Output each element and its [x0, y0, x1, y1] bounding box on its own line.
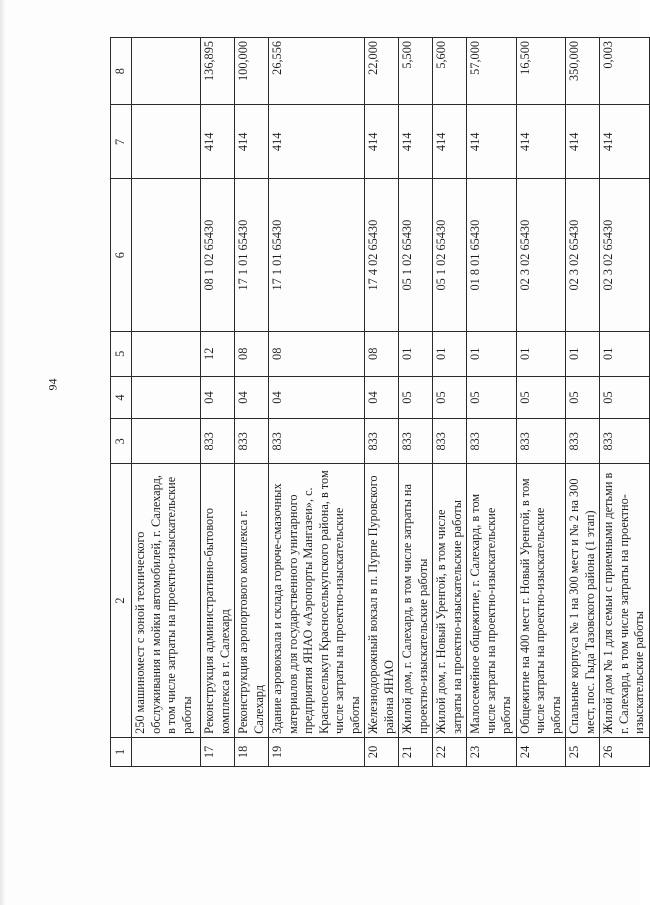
table-cell: 414 [365, 105, 399, 179]
table-cell: 5,500 [399, 38, 433, 105]
table-cell: 414 [433, 105, 467, 179]
table-cell [132, 179, 201, 332]
table-cell: 17 [201, 737, 235, 766]
table-cell: 05 [399, 376, 433, 419]
table-cell: 04 [365, 376, 399, 419]
table-cell: 833 [566, 419, 600, 464]
table-cell: 01 8 01 65430 [467, 179, 517, 332]
table-row [600, 38, 650, 767]
table-cell: 05 [433, 376, 467, 419]
table-cell: 833 [600, 419, 650, 464]
table-cell: 05 [566, 376, 600, 419]
table-cell: Жилой дом № 1 для семьи с приемными детьми в г. Салехард, в том числе затраты на проектно-изыскательские работы [600, 464, 650, 738]
table-cell: 05 [516, 376, 566, 419]
table-cell [132, 331, 201, 376]
table-row [467, 38, 517, 767]
table-cell: 5,600 [433, 38, 467, 105]
table-cell: 12 [201, 331, 235, 376]
table-cell: Железнодорожный вокзал в п. Пурпе Пуровского района ЯНАО [365, 464, 399, 738]
table-cell: 01 [566, 331, 600, 376]
table-cell [132, 419, 201, 464]
table-cell: 833 [399, 419, 433, 464]
header-cell: 2 [111, 464, 132, 738]
table-cell [132, 105, 201, 179]
table-cell: Жилой дом, г. Новый Уренгой, в том числе затраты на проектно-изыскательские работы [433, 464, 467, 738]
table-cell: 414 [600, 105, 650, 179]
table-cell: 18 [235, 737, 269, 766]
table-cell: 250 машиномест с зоной технического обслуживания и мойки автомобилей, г. Салехард, в том числе затраты на проектно-изыскательские работы [132, 464, 201, 738]
table-cell: 17 1 01 65430 [235, 179, 269, 332]
table-cell: 20 [365, 737, 399, 766]
header-cell: 8 [111, 38, 132, 105]
table-cell: 136,895 [201, 38, 235, 105]
table-cell: 57,000 [467, 38, 517, 105]
table-cell: 24 [516, 737, 566, 766]
table-cell: 04 [201, 376, 235, 419]
table-cell: Здание аэровокзала и склада горюче-смазочных материалов для государственного унитарного предприятия ЯНАО «Аэропорты Мангазеи», с. Красноселькуп Красноселькупского района, в том числе затраты на проектно-изыскательские работы [269, 464, 365, 738]
table-cell: 414 [235, 105, 269, 179]
table-cell: 01 [433, 331, 467, 376]
table-cell: 833 [467, 419, 517, 464]
table-cell: 08 [235, 331, 269, 376]
table-cell: 414 [399, 105, 433, 179]
page-number: 94 [45, 378, 60, 391]
table-cell: 08 1 02 65430 [201, 179, 235, 332]
table-cell: 08 [365, 331, 399, 376]
table-cell [132, 376, 201, 419]
header-cell: 3 [111, 419, 132, 464]
table-cell: 23 [467, 737, 517, 766]
header-cell: 5 [111, 331, 132, 376]
table-cell [132, 38, 201, 105]
table-cell: 05 1 02 65430 [433, 179, 467, 332]
table-cell: 04 [235, 376, 269, 419]
table-cell: 25 [566, 737, 600, 766]
header-cell: 1 [111, 737, 132, 766]
table-cell: 350,000 [566, 38, 600, 105]
table-cell: 833 [365, 419, 399, 464]
table-cell: 22,000 [365, 38, 399, 105]
table-cell: 833 [433, 419, 467, 464]
table-row [365, 38, 399, 767]
table-cell: 17 1 01 65430 [269, 179, 365, 332]
table-cell: 17 4 02 65430 [365, 179, 399, 332]
table-cell: 833 [269, 419, 365, 464]
table-cell: Спальные корпуса № 1 на 300 мест и № 2 на 300 мест, пос. Гыда Тазовского района (1 этап) [566, 464, 600, 738]
table-cell: 26 [600, 737, 650, 766]
header-cell: 4 [111, 376, 132, 419]
table-cell: 05 [467, 376, 517, 419]
table-cell: 414 [516, 105, 566, 179]
table-cell: 100,000 [235, 38, 269, 105]
table-row [433, 38, 467, 767]
table-cell: Жилой дом, г. Салехард, в том числе затраты на проектно-изыскательские работы [399, 464, 433, 738]
table-cell: 02 3 02 65430 [516, 179, 566, 332]
table-cell: Малосемейное общежитие, г. Салехард, в том числе затраты на проектно-изыскательские работы [467, 464, 517, 738]
table-cell: 833 [235, 419, 269, 464]
table-cell [132, 737, 201, 766]
table-cell: 01 [467, 331, 517, 376]
table-row [132, 38, 201, 767]
table-cell: 16,500 [516, 38, 566, 105]
table-row [269, 38, 365, 767]
table-cell: 26,556 [269, 38, 365, 105]
table-cell: 414 [201, 105, 235, 179]
table-cell: 02 3 02 65430 [566, 179, 600, 332]
table-cell: 01 [516, 331, 566, 376]
table-cell: 0,003 [600, 38, 650, 105]
table-cell: 22 [433, 737, 467, 766]
table-cell: 02 3 02 65430 [600, 179, 650, 332]
table-row [399, 38, 433, 767]
table-cell: 05 1 02 65430 [399, 179, 433, 332]
table-cell: Реконструкция административно-бытового комплекса в г. Салехард [201, 464, 235, 738]
header-cell: 6 [111, 179, 132, 332]
table-cell: 19 [269, 737, 365, 766]
budget-table [110, 37, 650, 767]
table-cell: Реконструкция аэропортового комплекса г. Салехард [235, 464, 269, 738]
table-cell: 833 [201, 419, 235, 464]
table-cell: 21 [399, 737, 433, 766]
table-cell: 414 [467, 105, 517, 179]
table-cell: Общежитие на 400 мест г. Новый Уренгой, в том числе затраты на проектно-изыскательские работы [516, 464, 566, 738]
table-row [516, 38, 566, 767]
table-cell: 833 [516, 419, 566, 464]
table-row [235, 38, 269, 767]
table-header-row [111, 38, 132, 767]
header-cell: 7 [111, 105, 132, 179]
table-cell: 04 [269, 376, 365, 419]
table-cell: 01 [399, 331, 433, 376]
table-row [201, 38, 235, 767]
rotated-table-wrapper [110, 37, 646, 767]
table-cell: 05 [600, 376, 650, 419]
scan-edge-shadow [0, 0, 6, 905]
table-row [566, 38, 600, 767]
table-cell: 01 [600, 331, 650, 376]
table-cell: 414 [269, 105, 365, 179]
table-cell: 08 [269, 331, 365, 376]
table-cell: 414 [566, 105, 600, 179]
